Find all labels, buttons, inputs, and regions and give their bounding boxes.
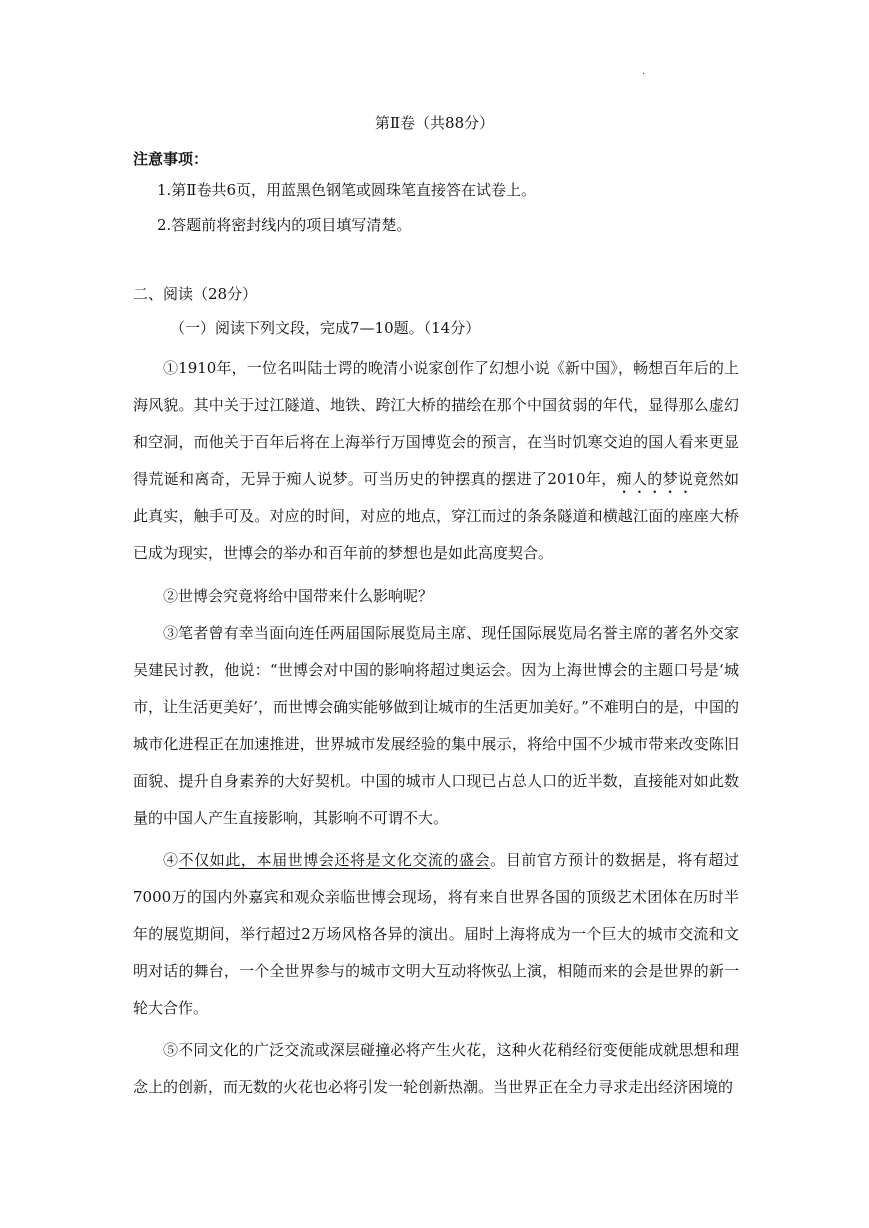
header-mark: · <box>642 69 646 80</box>
paragraph-5: ⑤不同文化的广泛交流或深层碰撞必将产生火花，这种火花稍经衍变便能成就思想和理念上的创新，而无数的火花也必将引发一轮创新热潮。当世界正在全力寻求走出经济困境的 <box>133 1041 739 1096</box>
paragraph-4-text: 。目前官方预计的数据是，将有超过7000万的国内外嘉宾和观众亲临世博会现场，将有来自世界各国的顶级艺术团体在历时半年的展览期间，举行超过2万场风格各异的演出。届时上海将成为一个巨大的城市交流和文明对话的舞台，一个全世界参与的城市文明大互动将恢弘上演，相随而来的会是世界的新一轮大合作。 <box>133 851 739 1017</box>
notes-heading: 注意事项： <box>133 150 209 168</box>
paragraph-2: ②世博会究竟将给中国带来什么影响呢？ <box>163 587 434 605</box>
note-item-2: 2.答题前将密封线内的项目填写清楚。 <box>157 216 412 234</box>
paragraph-4-number: ④ <box>163 851 179 869</box>
note-item-1: 1.第Ⅱ卷共6页，用蓝黑色钢笔或圆珠笔直接答在试卷上。 <box>157 181 537 199</box>
emphasized-phrase: 痴人的梦说 <box>616 470 694 488</box>
paragraph-4 <box>133 842 739 1027</box>
subsection-heading: （一）阅读下列文段，完成7—10题。（14分） <box>170 319 481 337</box>
paragraph-3: ③笔者曾有幸当面向连任两届国际展览局主席、现任国际展览局名誉主席的著名外交家吴建民讨教，他说：“世博会对中国的影响将超过奥运会。因为上海世博会的主题口号是‘城市，让生活更美好’，而世博会确实能够做到让城市的生活更加美好。”不难明白的是，中国的城市化进程正在加速推进，世界城市发展经验的集中展示，将给中国不少城市带来改变陈旧面貌、提升自身素养的大好契机。中国的城市人口现已占总人口的近半数，直接能对如此数量的中国人产生直接影响，其影响不可谓不大。 <box>133 624 739 827</box>
paragraph-1-text-a: ①1910年，一位名叫陆士谔的晚清小说家创作了幻想小说《新中国》，畅想百年后的上海风貌。其中关于过江隧道、地铁、跨江大桥的描绘在那个中国贫弱的年代，显得那么虚幻和空洞，而他关于百年后将在上海举行万国博览会的预言，在当时饥寒交迫的国人看来更显得荒诞和离奇，无异于痴人说梦。可当历史的钟摆真的摆进了2010年， <box>133 359 739 488</box>
paragraph-1-text-b: 竟然如此真实，触手可及。对应的时间，对应的地点，穿江而过的条条隧道和横越江面的座座大桥已成为现实，世博会的举办和百年前的梦想也是如此高度契合。 <box>133 470 739 562</box>
underlined-sentence: 不仅如此，本届世博会还将是文化交流的盛会 <box>178 851 491 869</box>
paragraph-1 <box>133 350 739 572</box>
page-title: 第Ⅱ卷（共88分） <box>374 114 495 132</box>
section-heading: 二、阅读（28分） <box>133 285 258 303</box>
